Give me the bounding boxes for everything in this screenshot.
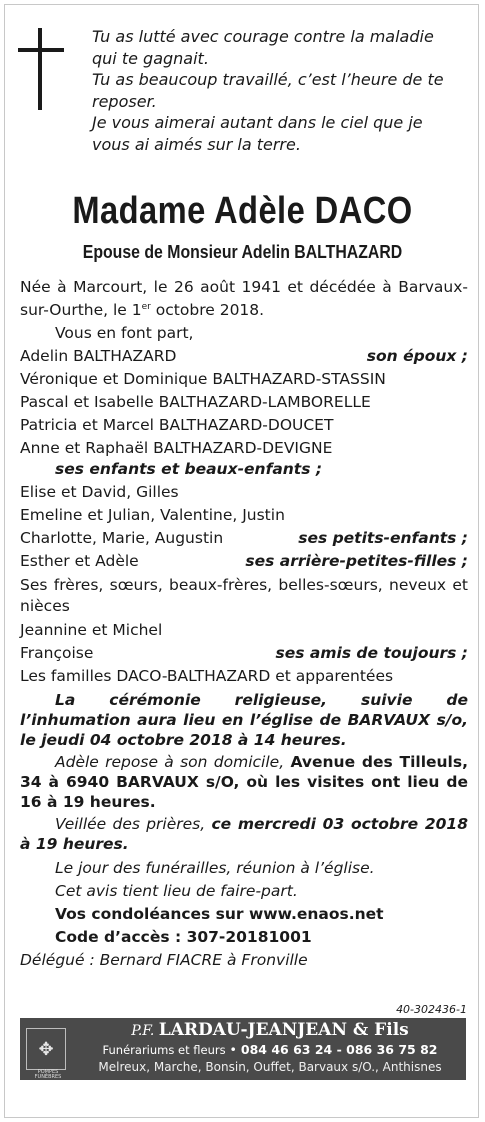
ceremony-info: La cérémonie religieuse, suivie de l’inhumation aura lieu en l’église de BARVAUX s/o, le jeudi 04 octobre 2018 à 14 heures. xyxy=(20,691,468,750)
family-row: Patricia et Marcel BALTHAZARD-DOUCET xyxy=(20,416,334,435)
grandchildren-row: Elise et David, Gilles xyxy=(20,483,179,502)
deceased-name: Madame Adèle DACO xyxy=(72,190,413,232)
poem xyxy=(92,26,462,155)
friends-row: Jeannine et Michel xyxy=(20,621,163,640)
phone-numbers[interactable]: 084 46 63 24 - 086 36 75 82 xyxy=(240,1042,438,1057)
grandchildren-row: Emeline et Julian, Valentine, Justin xyxy=(20,506,285,525)
funeral-home-name: P.F. LARDAU-JEANJEAN & Fils xyxy=(131,1020,409,1040)
family-row: Anne et Raphaël BALTHAZARD-DEVIGNE xyxy=(20,439,333,458)
vigil-info: Veillée des prières, ce mercredi 03 octobre 2018 à 19 heures. xyxy=(20,815,468,854)
funeral-home-towns: Melreux, Marche, Bonsin, Ouffet, Barvaux s/O., Anthisnes xyxy=(98,1060,442,1074)
logo-caption: POMPES FUNÈBRES xyxy=(34,1069,62,1080)
funeral-home-contact: Funérariums et fleurs • 084 46 63 24 - 086 36 75 82 xyxy=(102,1042,438,1057)
poem-line: Je vous aimerai autant dans le ciel que je xyxy=(92,113,423,132)
reference-number: 40-302436-1 xyxy=(396,1003,467,1016)
siblings-line: Ses frères, sœurs, beaux-frères, belles-sœurs, neveux et nièces xyxy=(20,576,468,616)
notice-body xyxy=(20,277,468,972)
poem-line: Tu as lutté avec courage contre la maladie xyxy=(92,27,434,46)
grandchildren-row: Esther et Adèle ses arrière-petites-filles ; xyxy=(20,552,468,571)
intro-line: Vous en font part, xyxy=(55,324,194,343)
birth-death-line: Née à Marcourt, le 26 août 1941 et décédée à Barvaux-sur-Ourthe, le 1er octobre 2018. xyxy=(20,278,468,320)
spouse-line: Epouse de Monsieur Adelin BALTHAZARD xyxy=(82,242,403,262)
poem-line: vous ai aimés sur la terre. xyxy=(92,134,301,154)
family-row: Adelin BALTHAZARD son époux ; xyxy=(20,347,468,366)
children-label: ses enfants et beaux-enfants ; xyxy=(55,460,323,479)
access-code: Code d’accès : 307-20181001 xyxy=(55,928,312,947)
cross-icon xyxy=(18,28,68,110)
poem-line: reposer. xyxy=(92,91,157,111)
poem-line: qui te gagnait. xyxy=(92,48,209,68)
delegate-line: Délégué : Bernard FIACRE à Fronville xyxy=(20,951,308,970)
notice-line: Cet avis tient lieu de faire-part. xyxy=(55,882,298,901)
family-row: Véronique et Dominique BALTHAZARD-STASSIN xyxy=(20,370,386,389)
rest-info: Adèle repose à son domicile, Avenue des Tilleuls, 34 à 6940 BARVAUX s/O, où les visites ont lieu de 16 à 19 heures. xyxy=(20,753,468,812)
family-row: Pascal et Isabelle BALTHAZARD-LAMBORELLE xyxy=(20,393,371,412)
friends-row: Françoise ses amis de toujours ; xyxy=(20,644,468,663)
funeral-home-banner xyxy=(20,1018,466,1080)
grandchildren-row: Charlotte, Marie, Augustin ses petits-enfants ; xyxy=(20,529,468,548)
funeral-home-logo-icon: ✥ xyxy=(26,1028,66,1070)
families-line: Les familles DACO-BALTHAZARD et apparentées xyxy=(20,667,394,686)
funeral-day-line: Le jour des funérailles, réunion à l’église. xyxy=(55,859,375,878)
condolences-link[interactable]: Vos condoléances sur www.enaos.net xyxy=(55,905,384,924)
poem-line: Tu as beaucoup travaillé, c’est l’heure de te xyxy=(92,70,444,89)
